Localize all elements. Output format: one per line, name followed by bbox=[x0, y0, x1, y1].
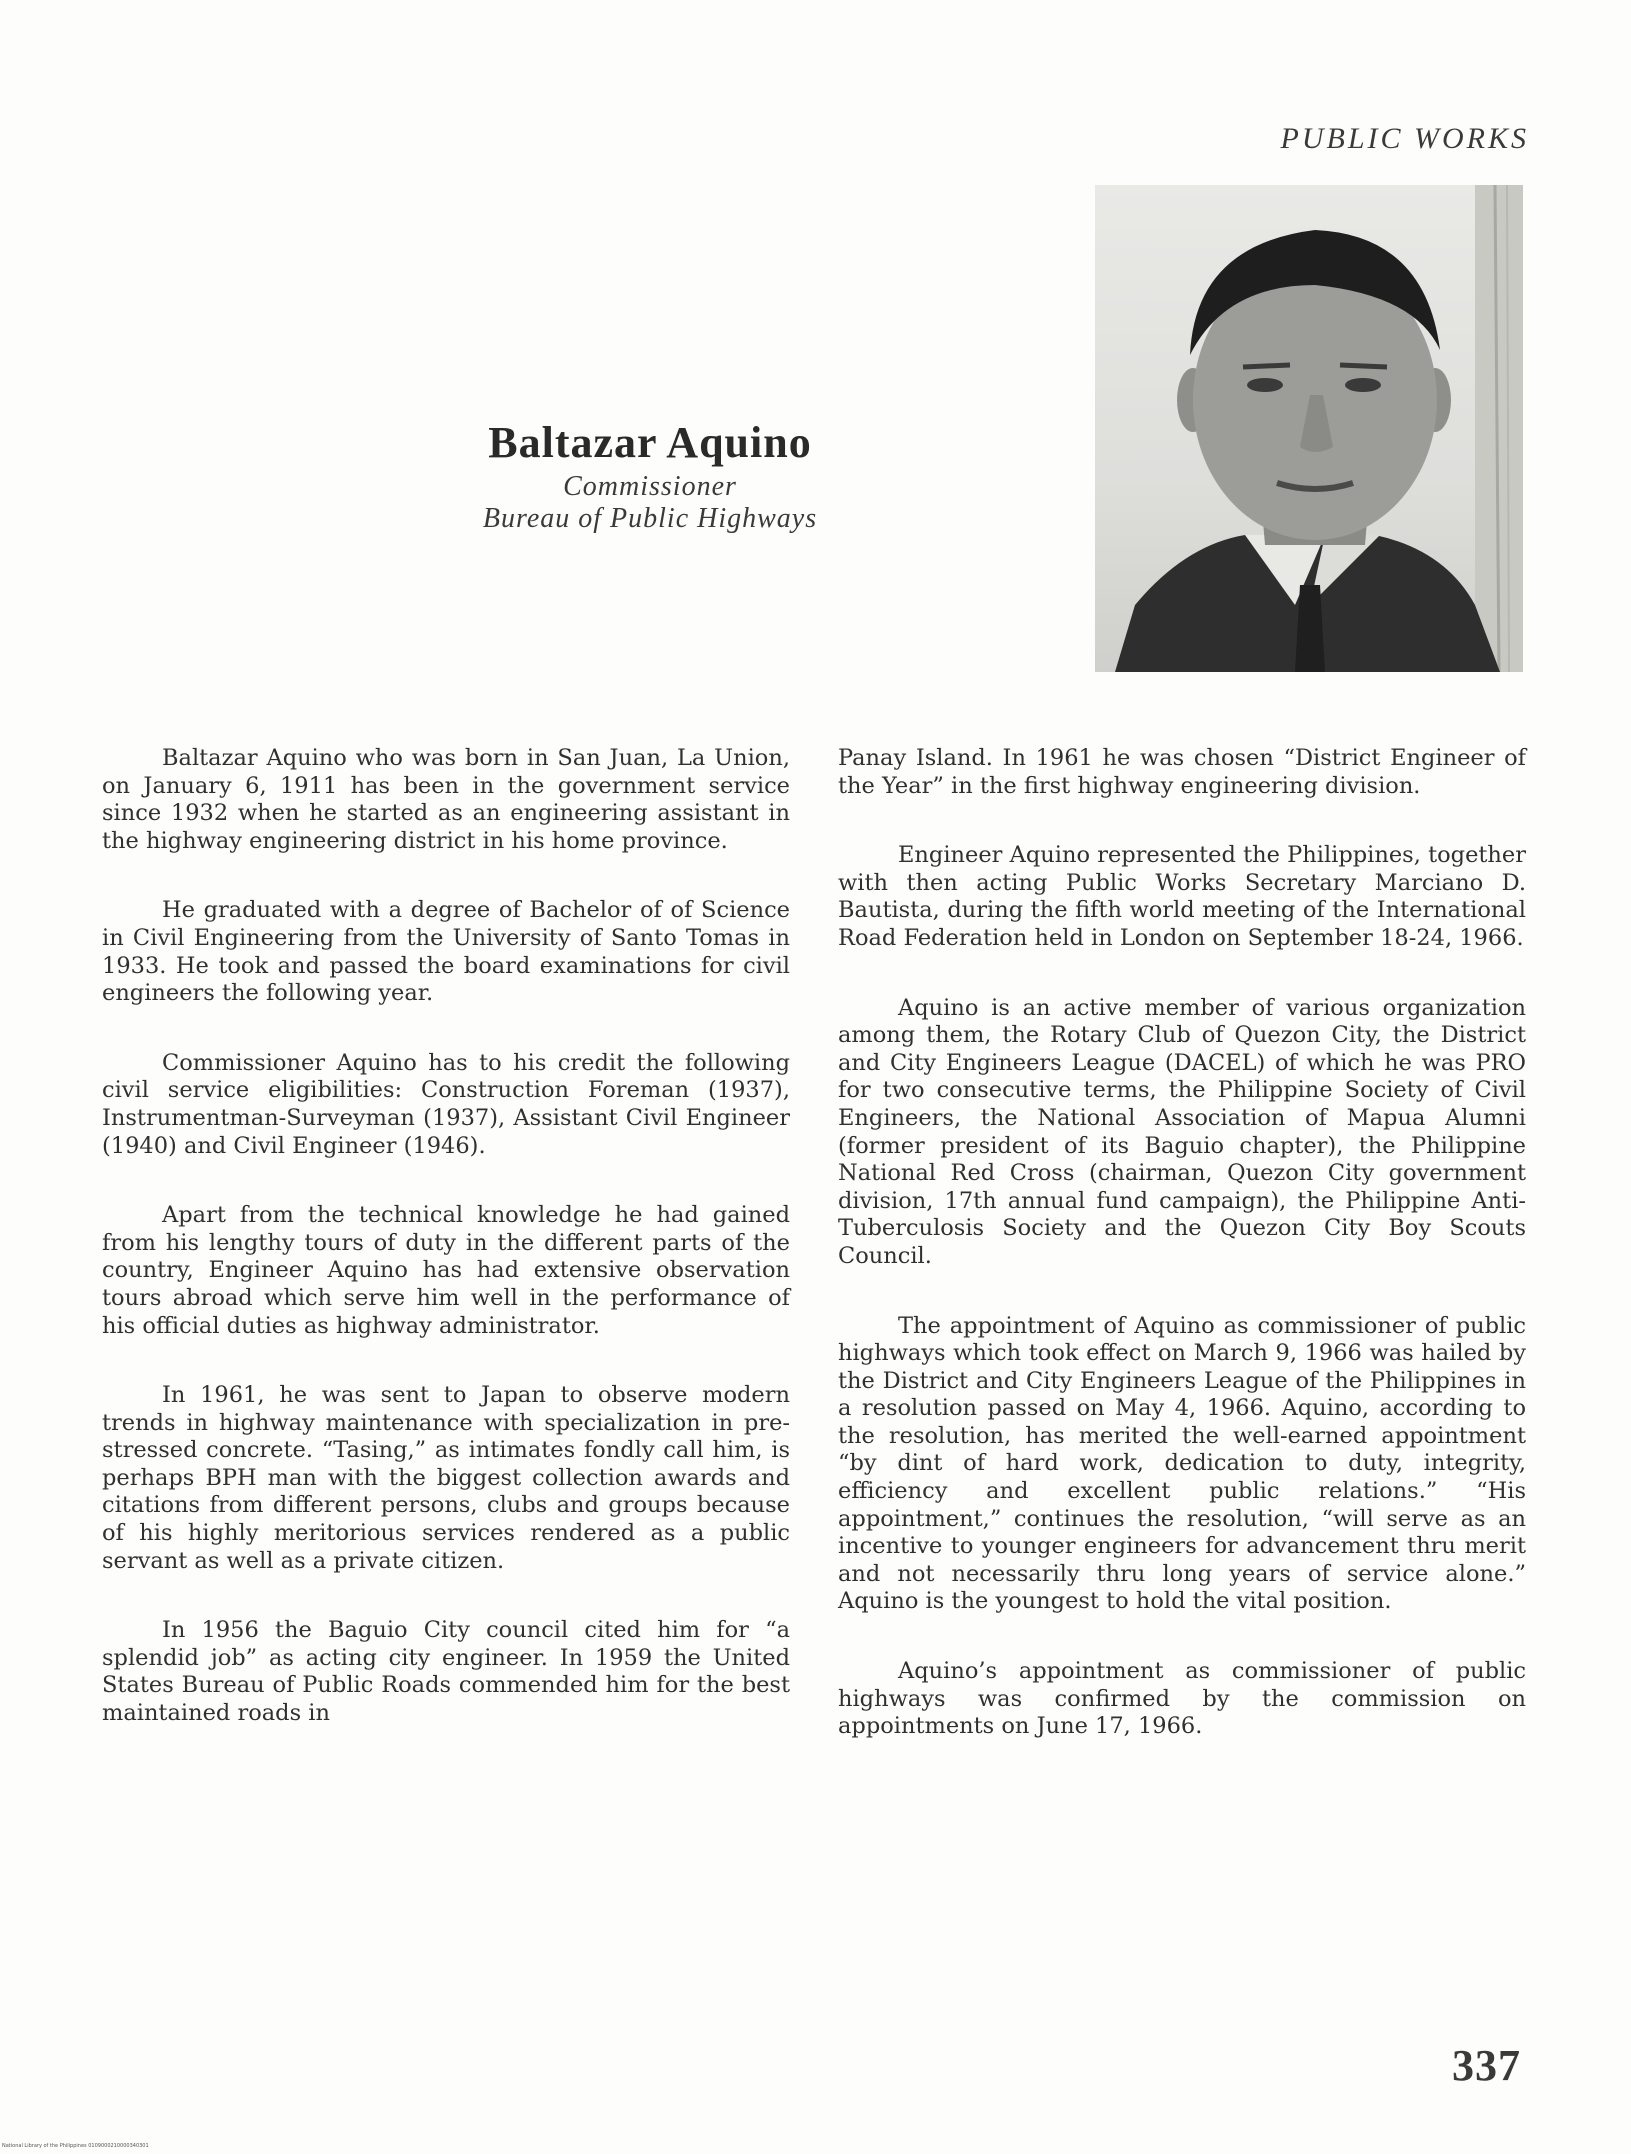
title-block bbox=[440, 415, 860, 535]
section-label: PUBLIC WORKS bbox=[1280, 122, 1529, 155]
person-name: Baltazar Aquino bbox=[488, 418, 812, 467]
paragraph: Apart from the technical knowledge he had gained from his lengthy tours of duty in the different parts of the country, Engineer Aquino has had extensive observation tours abroad which serve him well in the performance of his official duties as highway administrator. bbox=[102, 1202, 790, 1339]
paragraph: In 1961, he was sent to Japan to observe modern trends in highway maintenance with specialization in pre-stressed concrete. “Tasing,” as intimates fondly call him, is perhaps BPH man with the biggest collection awards and citations from different persons, clubs and groups because of his highly meritorious services rendered as a public servant as well as a private citizen. bbox=[102, 1382, 790, 1574]
paragraph: In 1956 the Baguio City council cited him for “a splendid job” as acting city engineer. In 1959 the United States Bureau of Public Roads commended him for the best maintained roads in bbox=[102, 1617, 790, 1727]
portrait-image bbox=[1095, 185, 1523, 672]
paragraph: Aquino’s appointment as commissioner of public highways was confirmed by the commission on appointments on June 17, 1966. bbox=[838, 1658, 1526, 1740]
paragraph: Panay Island. In 1961 he was chosen “District Engineer of the Year” in the first highway engineering division. bbox=[838, 745, 1526, 799]
left-column bbox=[102, 745, 790, 1770]
footer-tag: National Library of the Philippines 0109000210000340301 bbox=[2, 2143, 149, 2149]
paragraph: Baltazar Aquino who was born in San Juan, La Union, on January 6, 1911 has been in the government service since 1932 when he started as an engineering assistant in the highway engineering district in his home province. bbox=[102, 745, 790, 854]
right-column bbox=[838, 745, 1526, 1783]
paragraph: Aquino is an active member of various organization among them, the Rotary Club of Quezon City, the District and City Engineers League (DACEL) of which he was PRO for two consecutive terms, the Philippine Society of Civil Engineers, the National Association of Mapua Alumni (former president of its Baguio chapter), the Philippine National Red Cross (chairman, Quezon City government division, 17th annual fund campaign), the Philippine Anti-Tuberculosis Society and the Quezon City Boy Scouts Council. bbox=[838, 994, 1526, 1269]
portrait-photo bbox=[1095, 185, 1523, 672]
paragraph: The appointment of Aquino as commissioner of public highways which took effect on March 9, 1966 was hailed by the District and City Engineers League of the Philippines in a resolution passed on May 4, 1966. Aquino, according to the resolution, has merited the well-earned appointment “by dint of hard work, dedication to duty, integrity, efficiency and excellent public relations.” “His appointment,” continues the resolution, “will serve as an incentive to younger engineers for advancement thru merit and not necessarily thru long years of service alone.” Aquino is the youngest to hold the vital position. bbox=[838, 1312, 1526, 1615]
person-office: Bureau of Public Highways bbox=[482, 503, 818, 534]
page-number: 337 bbox=[1452, 2041, 1521, 2090]
paragraph: He graduated with a degree of Bachelor of of Science in Civil Engineering from the University of Santo Tomas in 1933. He took and passed the board examinations for civil engineers the following year. bbox=[102, 897, 790, 1007]
paragraph: Commissioner Aquino has to his credit the following civil service eligibilities: Construction Foreman (1937), Instrumentman-Surveyman (1937), Assistant Civil Engineer (1940) and Civil Engineer (1946). bbox=[102, 1049, 790, 1159]
paragraph: Engineer Aquino represented the Philippines, together with then acting Public Works Secretary Marciano D. Bautista, during the fifth world meeting of the International Road Federation held in London on September 18-24, 1966. bbox=[838, 842, 1526, 951]
person-title: Commissioner bbox=[563, 471, 737, 502]
